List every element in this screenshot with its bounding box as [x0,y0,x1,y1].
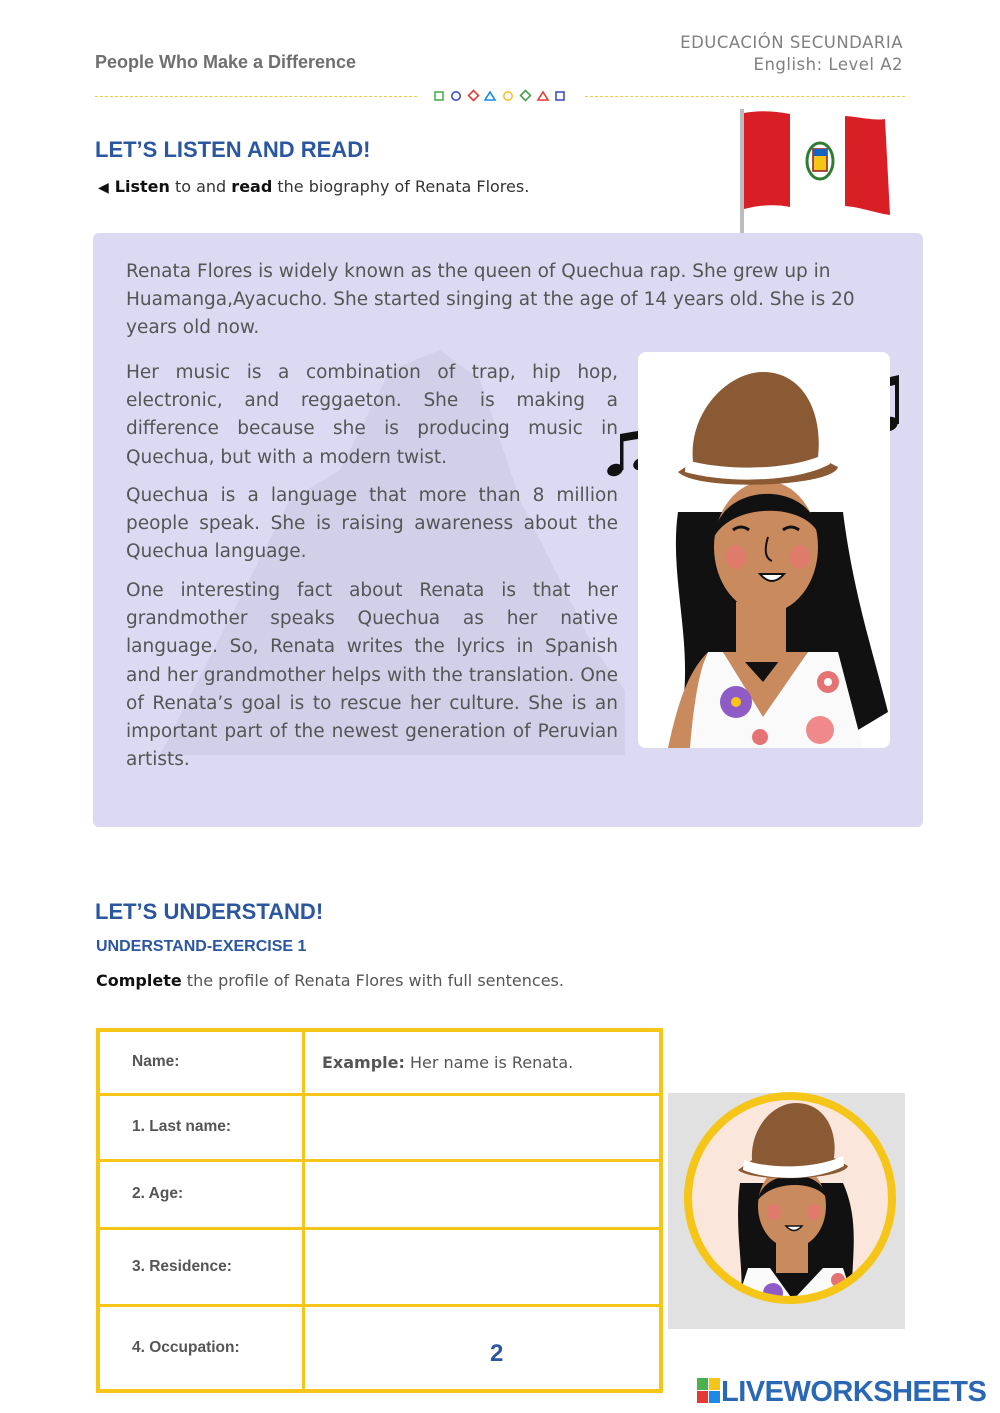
age-answer-input[interactable] [304,1160,662,1228]
occupation-answer-input[interactable] [304,1305,662,1391]
table-row [98,1030,661,1094]
logo-text: LIVEWORKSHEETS [721,1376,987,1408]
page-number: 2 [490,1340,504,1367]
flag-of-peru [735,105,895,240]
instruction-listen-word: Listen [114,177,170,196]
row-label: 4. Occupation: [98,1305,304,1391]
exercise-label: UNDERSTAND-EXERCISE 1 [96,938,307,955]
level-info [680,32,903,76]
header-divider-right [585,96,905,97]
unit-title: People Who Make a Difference [95,52,357,72]
instruction-rest: the biography of Renata Flores. [272,177,530,196]
table-row [98,1160,661,1228]
profile-table [96,1028,663,1393]
row-label: Name: [98,1030,304,1094]
understand-section-title: LET’S UNDERSTAND! [95,899,324,924]
example-bold: Example: [322,1052,405,1072]
instruction-complete-word: Complete [96,971,182,990]
speaker-icon[interactable]: ◀ [98,180,109,196]
exercise-instruction [96,971,564,990]
biography-paragraph-4: One interesting fact about Renata is that her grandmother speaks Quechua as her native language. So, Renata writes the lyrics in Spanish and her grandmother helps with the translation. One of Renata’s goal is to rescue her culture. She is an important part of the newest generation of Peruvian artists. [126,580,618,771]
instruction-mid: to and [169,177,232,196]
residence-answer-input[interactable] [304,1228,662,1305]
listen-instruction [98,177,529,196]
last-name-answer-input[interactable] [304,1094,662,1160]
liveworksheets-logo[interactable] [697,1376,986,1410]
renata-illustration [638,352,890,748]
row-label: 1. Last name: [98,1094,304,1160]
table-row [98,1094,661,1160]
decorative-shapes-icon [433,89,569,103]
level-line-2: English: Level A2 [753,55,903,74]
instruction-rest: the profile of Renata Flores with full sentences. [181,971,564,990]
example-text: Her name is Renata. [404,1052,574,1072]
table-row [98,1228,661,1305]
example-cell [304,1030,662,1094]
row-label: 2. Age: [98,1160,304,1228]
row-label: 3. Residence: [98,1228,304,1305]
instruction-read-word: read [231,177,273,196]
level-line-1: EDUCACIÓN SECUNDARIA [680,33,903,52]
listen-section-title: LET’S LISTEN AND READ! [95,137,371,162]
biography-paragraph-1: Renata Flores is widely known as the queen of Quechua rap. She grew up in Huamanga,Ayacucho. She started singing at the age of 14 years old. She is 20 years old now. [126,261,855,339]
biography-paragraph-3: Quechua is a language that more than 8 million people speak. She is raising awareness about the Quechua language. [126,485,618,563]
biography-paragraph-2: Her music is a combination of trap, hip hop, electronic, and reggaeton. She is making a difference because she is producing music in Quechua, but with a modern twist. [126,362,618,468]
header-divider-left [95,96,417,97]
table-row [98,1305,661,1391]
renata-avatar [678,1088,904,1314]
liveworksheets-badge-icon [697,1378,721,1404]
